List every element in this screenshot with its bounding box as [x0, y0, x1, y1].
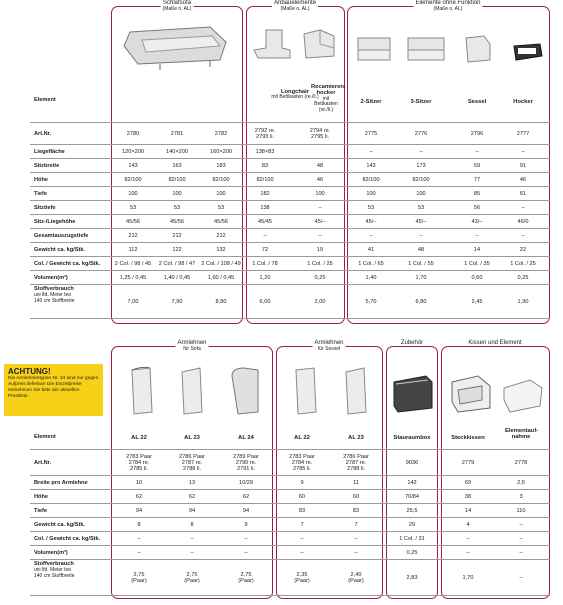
sessel-image: [462, 34, 492, 64]
cell-value: 100: [416, 191, 426, 197]
col-header-hocker: Hocker: [513, 99, 533, 105]
cell-value: 46: [519, 177, 527, 183]
bottom-element-label: Element: [34, 434, 56, 440]
group-title-armlehnen-sessel: Armlehnen für Sessel: [314, 340, 344, 352]
top-row: [30, 145, 550, 159]
cell-value: 212: [128, 233, 138, 239]
cell-value: –: [190, 536, 194, 542]
bottom-row: [30, 490, 550, 504]
cell-value: 9: [300, 480, 304, 486]
cell-value: 60: [298, 494, 306, 500]
row-label: Tiefe: [34, 507, 47, 514]
elementaufnahme-image: [502, 376, 544, 414]
cell-value: 112: [128, 247, 138, 253]
cell-value: 110: [516, 508, 526, 514]
cell-value: 62: [188, 494, 196, 500]
row-label: Volumen(m³): [34, 549, 68, 556]
cell-value: 45/–: [314, 219, 326, 225]
bottom-row: [30, 504, 550, 518]
col-header-al22: AL 22: [131, 435, 147, 441]
bottom-row: [30, 532, 550, 546]
cell-value: 1,20: [259, 275, 271, 281]
cell-value: 94: [242, 508, 250, 514]
row-label: Stoffverbrauch uni lfd. Meter bei 140 cm Stoffbreite: [34, 286, 75, 304]
cell-value: 7,90: [171, 299, 183, 305]
longchair-image: [252, 28, 292, 62]
cell-value: 6,00: [259, 299, 271, 305]
row-label: Gesamtauszugstiefe: [34, 232, 89, 239]
cell-value: 8,80: [215, 299, 227, 305]
cell-value: 0,25: [517, 275, 529, 281]
cell-value: 11: [353, 480, 359, 486]
cell-value: 94: [135, 508, 143, 514]
group-title-schlafsofa: Schlafsofa (Maße o. AL): [162, 0, 192, 12]
cell-value: 85: [473, 191, 481, 197]
cell-value: –: [475, 149, 479, 155]
cell-value: –: [369, 149, 373, 155]
cell-value: 3: [519, 494, 523, 500]
row-label: Art.Nr.: [34, 459, 52, 466]
cell-value: 48: [316, 163, 324, 169]
cell-value: 2789 Paar 2790 re. 2791 li.: [233, 454, 259, 472]
cell-value: 2,35 (Paar): [294, 572, 310, 584]
cell-value: 2781: [170, 131, 184, 137]
cell-value: 2783 Paar 2784 re. 2785 li.: [289, 454, 315, 472]
cell-value: 122: [172, 247, 182, 253]
cell-value: 60: [352, 494, 360, 500]
cell-value: 83: [261, 163, 269, 169]
cell-value: 160×200: [210, 149, 232, 155]
cell-value: –: [318, 233, 322, 239]
cell-value: 6,80: [415, 299, 427, 305]
cell-value: 100: [172, 191, 182, 197]
cell-value: –: [519, 522, 523, 528]
cell-value: 0,60: [471, 275, 483, 281]
cell-value: –: [244, 536, 248, 542]
cell-value: 2775: [364, 131, 378, 137]
col-header-recamierenhocker: Recamieren-hocker mit Bettkasten (re./li.): [311, 84, 346, 114]
cell-value: –: [419, 149, 423, 155]
cell-value: 29: [408, 522, 416, 528]
cell-value: 53: [367, 205, 375, 211]
cell-value: 43/–: [471, 219, 483, 225]
cell-value: 7,00: [127, 299, 139, 305]
cell-value: 83: [298, 508, 306, 514]
col-header-stauraumbox: Stauraumbox: [393, 435, 431, 441]
cell-value: 53: [129, 205, 137, 211]
cell-value: 2 Col. / 98 / 47: [158, 261, 196, 267]
recamieren-hocker-image: [300, 28, 338, 62]
cell-value: 2786 Paar 2787 re. 2788 li.: [343, 454, 369, 472]
cell-value: 132: [216, 247, 226, 253]
cell-value: 212: [172, 233, 182, 239]
group-title-zubehoer: Zubehör: [400, 340, 424, 346]
cell-value: 14: [473, 247, 481, 253]
cell-value: 1,90: [517, 299, 529, 305]
row-label: Sitzbreite: [34, 162, 60, 169]
armlehne-al23-image: [176, 366, 206, 418]
cell-value: 2 Col. / 108 / 49: [201, 261, 241, 267]
cell-value: 82/100: [212, 177, 230, 183]
cell-value: 45/–: [415, 219, 427, 225]
row-label: Sitztiefe: [34, 204, 56, 211]
cell-value: 138×83: [255, 149, 275, 155]
armlehne-sessel-al23-image: [340, 366, 370, 418]
bottom-row: [30, 546, 550, 560]
group-title-kissen-element: Kissen und Element: [468, 340, 522, 346]
cell-value: 1 Col. / 31: [399, 536, 425, 542]
cell-value: 82/100: [124, 177, 142, 183]
group-title-elemente-ohne-funktion: Elemente ohne Funktion (Maße o. AL): [415, 0, 481, 12]
cell-value: –: [190, 550, 194, 556]
cell-value: 0,25: [314, 275, 326, 281]
row-label: Art.Nr.: [34, 130, 52, 137]
row-label: Stoffverbrauch uni lfd. Meter bei 140 cm Stoffbreite: [34, 561, 75, 579]
cell-value: 2777: [516, 131, 530, 137]
cell-value: 7: [354, 522, 358, 528]
top-row: [30, 243, 550, 257]
cell-value: –: [519, 575, 523, 581]
sofa-bed-image: [120, 22, 232, 72]
cell-value: 100: [128, 191, 138, 197]
cell-value: 83: [352, 508, 360, 514]
cell-value: –: [300, 536, 304, 542]
cell-value: 70/84: [405, 494, 419, 500]
cell-value: 45/45: [258, 219, 272, 225]
cell-value: 2780: [126, 131, 140, 137]
cell-value: –: [519, 550, 523, 556]
armlehne-al24-image: [228, 366, 262, 418]
cell-value: 2,83: [406, 575, 418, 581]
cell-value: 183: [216, 163, 226, 169]
achtung-notice: [4, 364, 103, 416]
cell-value: 1,70: [415, 275, 427, 281]
cell-value: 2778: [514, 460, 528, 466]
cell-value: –: [354, 550, 358, 556]
cell-value: 2796: [470, 131, 484, 137]
cell-value: 82/100: [256, 177, 274, 183]
cell-value: 2,75 (Paar): [184, 572, 200, 584]
col-header-sessel: Sessel: [467, 99, 487, 105]
stauraumbox-image: [392, 374, 434, 414]
cell-value: 2,00: [314, 299, 326, 305]
top-row: [30, 187, 550, 201]
col-header-elementaufnahme: Elementauf-nahme: [505, 428, 539, 441]
cell-value: 1 Col. / 25: [307, 261, 333, 267]
col-header-al23: AL 23: [184, 435, 200, 441]
2-sitzer-image: [356, 34, 392, 64]
cell-value: –: [263, 233, 267, 239]
cell-value: 13: [188, 480, 196, 486]
cell-value: 1 Col. / 65: [358, 261, 384, 267]
row-label: Gewicht ca. kg/Stk.: [34, 521, 85, 528]
cell-value: 1,40 / 0,45: [163, 275, 191, 281]
cell-value: –: [244, 550, 248, 556]
cell-value: 138: [260, 205, 270, 211]
armlehne-al22-image: [126, 366, 156, 418]
col-header-sessel-al22: AL 22: [294, 435, 310, 441]
cell-value: 2 Col. / 98 / 45: [114, 261, 152, 267]
cell-value: 45/56: [214, 219, 228, 225]
cell-value: 14: [464, 508, 472, 514]
cell-value: 45/56: [126, 219, 140, 225]
cell-value: 10: [135, 480, 143, 486]
cell-value: 2783 Paar 2784 re. 2785 li.: [126, 454, 152, 472]
cell-value: 5,70: [365, 299, 377, 305]
cell-value: 53: [417, 205, 425, 211]
cell-value: –: [519, 536, 523, 542]
cell-value: 9: [244, 522, 248, 528]
cell-value: 61: [519, 191, 527, 197]
cell-value: 100: [315, 191, 325, 197]
cell-value: 82/100: [362, 177, 380, 183]
group-title-anbauelemente: Anbauelemente (Maße o. AL): [273, 0, 317, 12]
cell-value: 2792 re. 2793 li.: [254, 128, 276, 140]
row-label: Volumen(m³): [34, 274, 68, 281]
cell-value: 1 Col. / 55: [408, 261, 434, 267]
cell-value: –: [466, 536, 470, 542]
cell-value: –: [521, 205, 525, 211]
cell-value: 41: [367, 247, 375, 253]
cell-value: 1 Col. / 35: [464, 261, 490, 267]
cell-value: 91: [519, 163, 527, 169]
armlehne-sessel-al22-image: [290, 366, 320, 418]
col-header-steckkissen: Steckkissen: [451, 435, 485, 441]
cell-value: 173: [416, 163, 426, 169]
cell-value: 182: [260, 191, 270, 197]
bottom-row: [30, 476, 550, 490]
bottom-row: [30, 518, 550, 532]
cell-value: 1 Col. / 25: [510, 261, 536, 267]
cell-value: 142: [407, 480, 417, 486]
cell-value: 2,40 (Paar): [348, 572, 364, 584]
cell-value: –: [419, 233, 423, 239]
cell-value: 2,5: [517, 480, 525, 486]
cell-value: 56: [473, 205, 481, 211]
cell-value: –: [318, 205, 322, 211]
cell-value: 59: [473, 163, 481, 169]
cell-value: 8: [190, 522, 194, 528]
cell-value: 19: [316, 247, 324, 253]
top-element-label: Element: [34, 97, 56, 103]
col-header-3-sitzer: 3-Sitzer: [410, 99, 432, 105]
row-label: Col. / Gewicht ca. kg/Stk.: [34, 535, 101, 542]
steckkissen-image: [448, 372, 494, 416]
cell-value: 1,60 / 0,45: [207, 275, 235, 281]
cell-value: 1,40: [365, 275, 377, 281]
hocker-image: [510, 40, 544, 64]
achtung-text: Die Armlehnentypen Nr. 24 sind nur gegen Aufpreis lieferbar! Die Einzelpreise entnehmen Sie bitte der aktuellen Preisliste.: [8, 376, 99, 399]
cell-value: 77: [473, 177, 481, 183]
cell-value: 100: [216, 191, 226, 197]
col-header-al24: AL 24: [238, 435, 254, 441]
cell-value: –: [466, 550, 470, 556]
cell-value: 69: [464, 480, 472, 486]
row-label: Tiefe: [34, 190, 47, 197]
row-label: Sitz-/Liegehöhe: [34, 218, 76, 225]
cell-value: 143: [366, 163, 376, 169]
cell-value: 45/–: [365, 219, 377, 225]
row-label: Höhe: [34, 493, 48, 500]
cell-value: 62: [135, 494, 143, 500]
row-label: Liegefläche: [34, 148, 65, 155]
row-label: Breite pro Armlehne: [34, 479, 88, 486]
cell-value: 22: [519, 247, 527, 253]
col-header-sessel-al23: AL 23: [348, 435, 364, 441]
cell-value: –: [137, 536, 141, 542]
cell-value: 72: [261, 247, 269, 253]
cell-value: –: [475, 233, 479, 239]
cell-value: 120×200: [122, 149, 144, 155]
cell-value: 7: [300, 522, 304, 528]
col-header-2-sitzer: 2-Sitzer: [360, 99, 382, 105]
cell-value: 2779: [461, 460, 475, 466]
cell-value: 9036: [405, 460, 419, 466]
cell-value: 10/29: [239, 480, 253, 486]
cell-value: 48: [417, 247, 425, 253]
top-row: [30, 229, 550, 243]
cell-value: 2,75 (Paar): [238, 572, 254, 584]
cell-value: 140×200: [166, 149, 188, 155]
cell-value: 1 Col. / 78: [252, 261, 278, 267]
3-sitzer-image: [406, 34, 446, 64]
cell-value: 46: [316, 177, 324, 183]
cell-value: 2786 Paar 2787 re. 2788 li.: [179, 454, 205, 472]
cell-value: 94: [188, 508, 196, 514]
top-row: [30, 201, 550, 215]
achtung-title: ACHTUNG!: [8, 367, 51, 376]
cell-value: 45/56: [170, 219, 184, 225]
cell-value: –: [521, 149, 525, 155]
cell-value: 2794 re. 2795 li.: [309, 128, 331, 140]
cell-value: –: [137, 550, 141, 556]
top-row: [30, 159, 550, 173]
group-title-armlehnen-sofa: Armlehnen für Sofa: [177, 340, 207, 352]
cell-value: 2,75 (Paar): [131, 572, 147, 584]
cell-value: –: [369, 233, 373, 239]
cell-value: 100: [366, 191, 376, 197]
cell-value: 1,70: [462, 575, 474, 581]
cell-value: –: [521, 233, 525, 239]
cell-value: 4: [466, 522, 470, 528]
cell-value: 0,25: [406, 550, 418, 556]
col-header-longchair: Longchair mit Bettkasten (re./li.): [271, 89, 319, 101]
cell-value: 82/100: [412, 177, 430, 183]
cell-value: 2,45: [471, 299, 483, 305]
cell-value: –: [300, 550, 304, 556]
cell-value: 25,5: [406, 508, 418, 514]
row-label: Col. / Gewicht ca. kg/Stk.: [34, 260, 101, 267]
cell-value: 38: [464, 494, 472, 500]
cell-value: 53: [173, 205, 181, 211]
cell-value: 8: [137, 522, 141, 528]
cell-value: 53: [217, 205, 225, 211]
cell-value: 62: [242, 494, 250, 500]
top-row: [30, 173, 550, 187]
cell-value: 163: [172, 163, 182, 169]
cell-value: 2782: [214, 131, 228, 137]
cell-value: 2776: [414, 131, 428, 137]
cell-value: –: [354, 536, 358, 542]
row-label: Höhe: [34, 176, 48, 183]
cell-value: 46/0: [517, 219, 529, 225]
cell-value: 82/100: [168, 177, 186, 183]
cell-value: 143: [128, 163, 138, 169]
cell-value: 1,25 / 0,45: [119, 275, 147, 281]
row-label: Gewicht ca. kg/Stk.: [34, 246, 85, 253]
cell-value: 212: [216, 233, 226, 239]
